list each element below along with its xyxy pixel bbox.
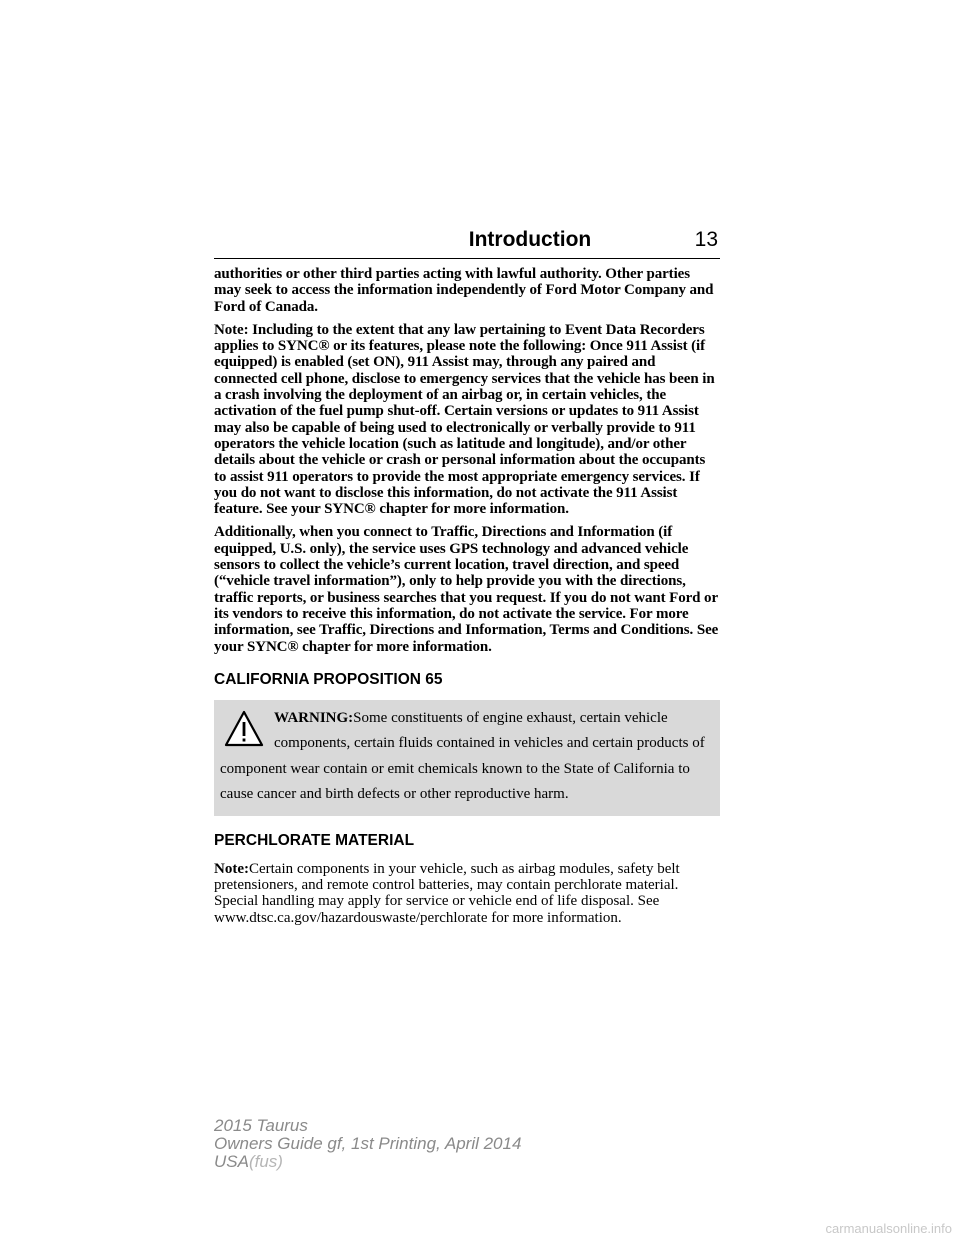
warning-text [220, 706, 714, 808]
note-paragraph [214, 861, 720, 926]
body-paragraph: Additionally, when you connect to Traffic, Directions and Information (if equipped, U.S. only), the service uses GPS technology and advanced vehicle sensors to collect the vehicle’s current location, travel direction, and speed (“vehicle travel information”), only to help provide you with the directions, traffic reports, or business searches that you request. If you do not want Ford or its vendors to receive this information, do not activate the service. For more information, see Traffic, Directions and Information, Terms and Conditions. See your SYNC® chapter for more information. [214, 524, 719, 655]
warning-box [214, 700, 720, 816]
note-body: Certain components in your vehicle, such as airbag modules, safety belt pretensioners, and remote control batteries, may contain perchlorate material. Special handling may apply for service or vehicle end of life disposal. See www.dtsc.ca.gov/hazardouswaste/perchlorate for more information. [214, 860, 680, 926]
section-title: Introduction [468, 228, 592, 251]
body-paragraph: authorities or other third parties acting with lawful authority. Other parties may seek to access the information independently of Ford Motor Company and Ford of Canada. [214, 266, 714, 315]
warning-body: Some constituents of engine exhaust, certain vehicle components, certain fluids contained in vehicles and certain products of component wear contain or emit chemicals known to the State of California to cause cancer and birth defects or other reproductive harm. [220, 709, 705, 803]
page-number: 13 [694, 228, 718, 251]
section-heading-prop65: CALIFORNIA PROPOSITION 65 [214, 670, 443, 688]
warning-label: WARNING: [274, 709, 354, 726]
footer [214, 1117, 521, 1171]
footer-line: 2015 Taurus [214, 1116, 308, 1135]
watermark: carmanualsonline.info [825, 1221, 952, 1236]
footer-line [214, 1153, 521, 1171]
footer-line: Owners Guide gf, 1st Printing, April 2014 [214, 1134, 522, 1153]
body-paragraph: Note: Including to the extent that any law pertaining to Event Data Recorders applies to SYNC® or its features, please note the following: Once 911 Assist (if equipped) is enabled (set ON), 911 Assist may, through any paired and connected cell phone, disclose to emergency services that the vehicle has been in a crash involving the deployment of an airbag or, in certain vehicles, the activation of the fuel pump shut-off. Certain versions or updates to 911 Assist may also be capable of being used to electronically or verbally provide to 911 operators the vehicle location (such as latitude and longitude), and/or other details about the vehicle or crash or personal information about the occupants to assist 911 operators to provide the most appropriate emergency services. If you do not want to disclose this information, do not activate the 911 Assist feature. See your SYNC® chapter for more information. [214, 321, 715, 518]
note-label: Note: [214, 860, 249, 877]
footer-region: USA [214, 1152, 249, 1171]
page-content [214, 266, 720, 926]
warning-triangle-icon [224, 708, 264, 750]
section-heading-perchlorate: PERCHLORATE MATERIAL [214, 831, 415, 849]
footer-region-code: (fus) [248, 1152, 283, 1171]
page-header [214, 228, 720, 259]
